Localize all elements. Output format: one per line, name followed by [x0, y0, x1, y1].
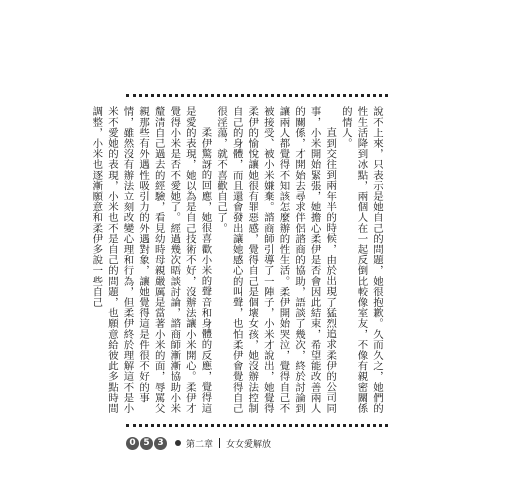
- divider: [219, 438, 220, 448]
- bottom-dotted-rule: [126, 424, 388, 427]
- separator-dot-icon: [175, 440, 181, 446]
- page-digit: 3: [154, 437, 167, 450]
- chapter-label: 第二章: [186, 439, 214, 450]
- body-text: [90, 106, 384, 418]
- paragraph-2: 直到交往到兩年半的時候，由於出現了猛烈追求柔伊的公司同事，小米開始緊張，她擔心柔伊是否會因此結束，希望能改善兩人的關係，才開始去尋求伴侶諮商的協助，語談了幾次，終於討論到讓兩人都覺得不知該怎麼辦的性生活。柔伊開始哭泣，覺得自己不被接受、被小米嫌棄。諮商師引導了一陣子，小米才說出，她覺得柔伊的愉悅讓她很有罪惡感，覺得自己是個壞女孩，她沒辦法控制自己的身體，而且還會發出讓她感心的叫聲，也怕柔伊會覺得自己很淫蕩，就不喜歡自己了。: [215, 106, 337, 414]
- page-digit: 5: [140, 437, 153, 450]
- page-digit: 0: [126, 437, 139, 450]
- paragraph-1: 說不上來，只表示是她自己的問題，她很抱歉。久而久之，她們的性生活降到冰點，兩個人在一起反倒比較像室友，不像有親密關係的情人。: [339, 106, 383, 414]
- top-dotted-rule: [126, 94, 388, 97]
- page-footer: [126, 434, 271, 452]
- paragraph-3: 柔伊驚訝的回應，她很喜歡小米的聲音和身體的反應，覺得這是愛的表現，她以為是自己技術不好，沒辦法讓小米開心。柔伊才覺得小米是否不愛她了。經過幾次晤談討論，諮商師漸漸協助小米釐清自己過去的經驗，看見幼時母親嚴厲是當著小米的面，辱罵父親那些有外遇性吸引力的外遇對象，讓她覺得這是件很不好的事情，雖然沒有辦法立刻改變心理和行為，但柔伊終於理解這不是小米不愛她的表現，小米也不是自己的問題，也願意給彼此多點時間調整，小米也逐漸願意和柔伊多說一些自己: [90, 106, 212, 414]
- page-number: [126, 437, 167, 450]
- book-title: 女女愛解放: [226, 439, 272, 450]
